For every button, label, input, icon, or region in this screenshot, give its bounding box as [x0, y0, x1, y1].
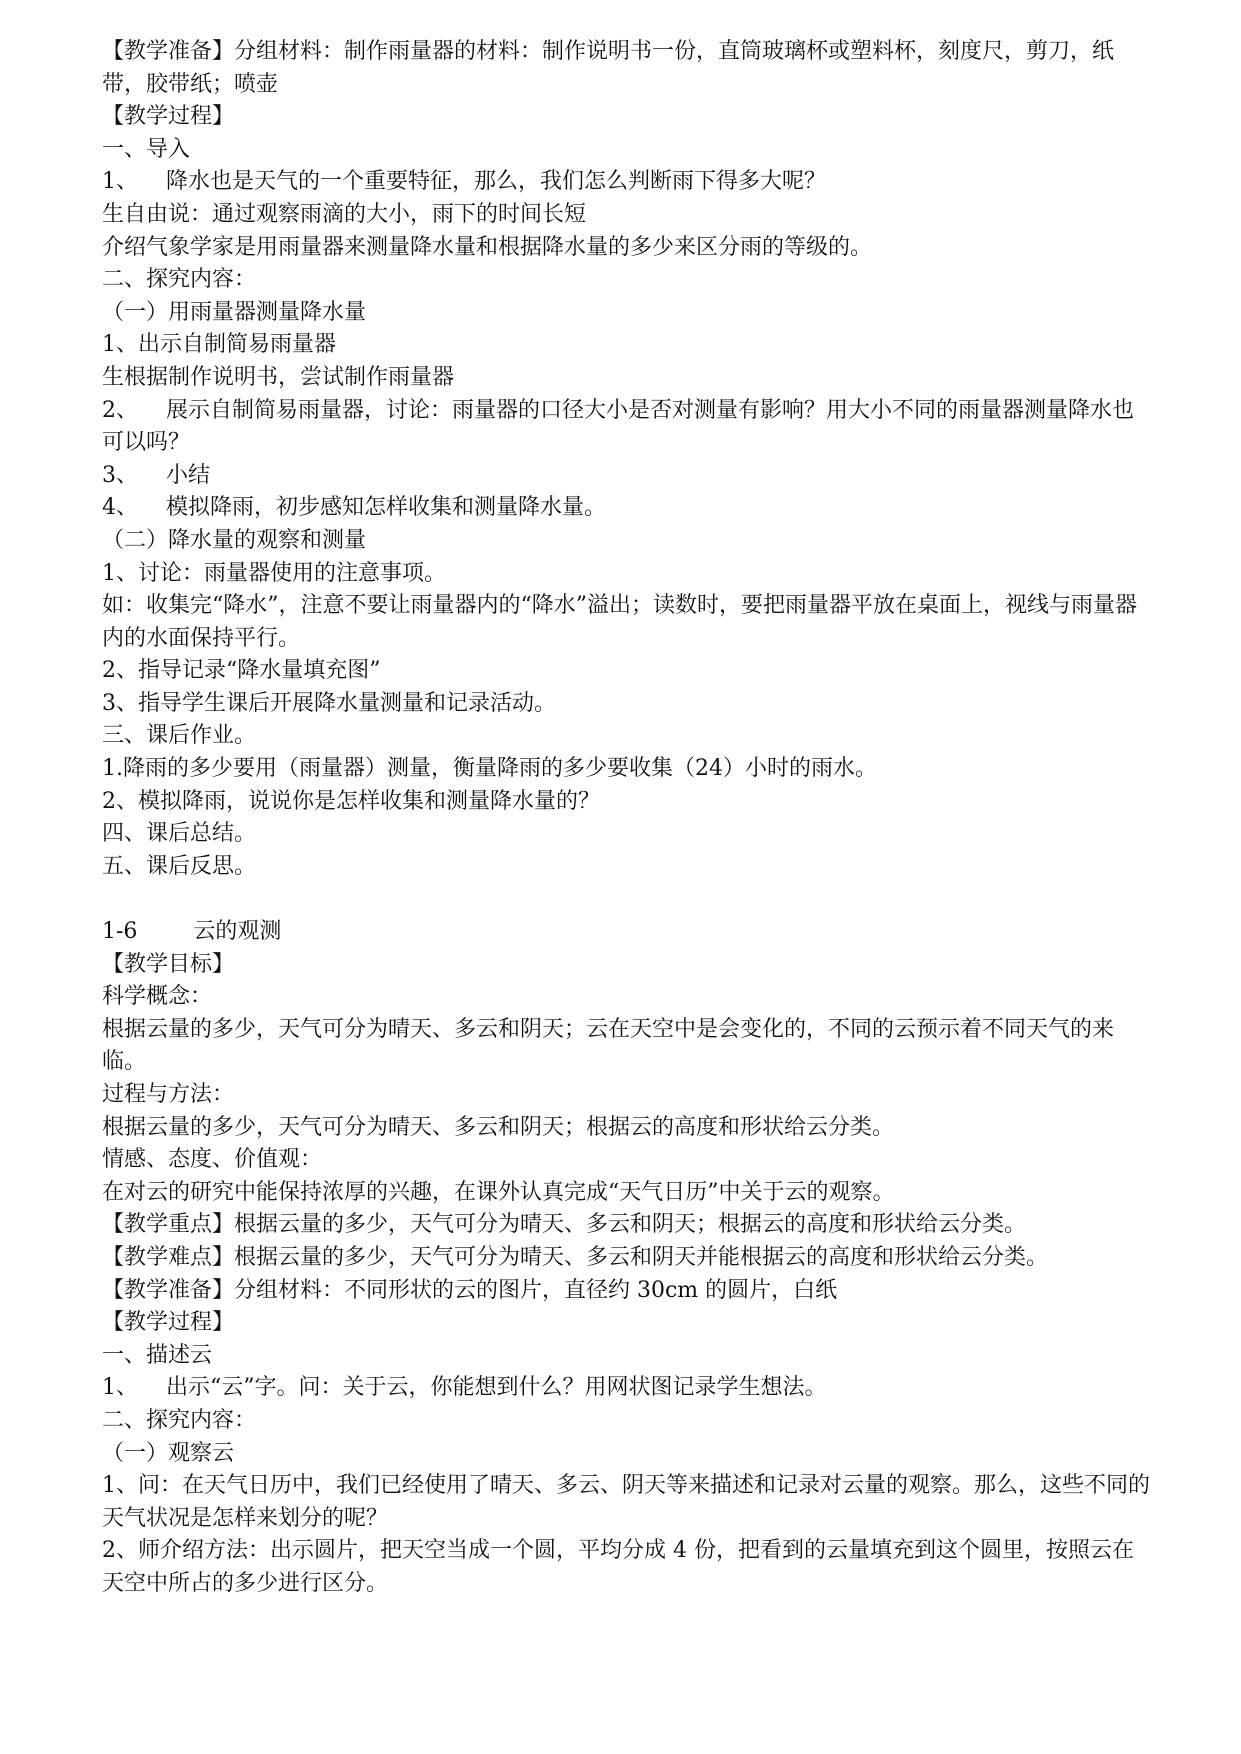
- concept-label: 科学概念：: [102, 984, 213, 1010]
- step-item: 2、 展示自制简易雨量器，讨论：雨量器的口径大小是否对测量有影响？用大小不同的雨量器测量降水也可以吗？: [102, 397, 1134, 456]
- teaching-goals-heading: 【教学目标】: [102, 951, 235, 977]
- intro-heading: 一、导入: [102, 136, 191, 162]
- teaching-preparation: 【教学准备】分组材料：制作雨量器的材料：制作说明书一份，直筒玻璃杯或塑料杯，刻度尺，剪刀，纸带，胶带纸；喷壶: [102, 39, 1115, 97]
- describe-heading: 一、描述云: [102, 1342, 213, 1368]
- homework-item: 1.降雨的多少要用（雨量器）测量，衡量降雨的多少要收集（24）小时的雨水。: [102, 756, 877, 782]
- homework-heading: 三、课后作业。: [102, 723, 257, 749]
- document-page: [102, 36, 1152, 1601]
- part-heading: （一）观察云: [102, 1440, 235, 1466]
- step-item: 3、 小结: [102, 462, 210, 488]
- step-item: 4、 模拟降雨，初步感知怎样收集和测量降水量。: [102, 495, 606, 521]
- step-example: 如：收集完“降水”，注意不要让雨量器内的“降水”溢出；读数时，要把雨量器平放在桌面上，视线与雨量器内的水面保持平行。: [102, 593, 1137, 651]
- step-note: 生根据制作说明书，尝试制作雨量器: [102, 364, 455, 390]
- concept-text: 根据云量的多少，天气可分为晴天、多云和阴天；云在天空中是会变化的，不同的云预示着不同天气的来临。: [102, 1016, 1115, 1075]
- method-label: 过程与方法：: [102, 1082, 235, 1107]
- step-item: 3、指导学生课后开展降水量测量和记录活动。: [102, 690, 556, 716]
- summary-heading: 四、课后总结。: [102, 821, 257, 847]
- attitude-label: 情感、态度、价值观：: [102, 1147, 323, 1173]
- part-heading: （一）用雨量器测量降水量: [102, 299, 367, 325]
- step-item: 1、问：在天气日历中，我们已经使用了晴天、多云、阴天等来描述和记录对云量的观察。那么，这些不同的天气状况是怎样来划分的呢？: [102, 1473, 1151, 1531]
- step-item: 2、指导记录“降水量填充图”: [102, 658, 381, 684]
- lesson-title: 1-6 云的观测: [102, 919, 282, 945]
- describe-question: 1、 出示“云”字。问：关于云，你能想到什么？用网状图记录学生想法。: [102, 1375, 827, 1401]
- difficulty: 【教学难点】根据云量的多少，天气可分为晴天、多云和阴天并能根据云的高度和形状给云分类。: [102, 1244, 1049, 1270]
- intro-answer: 生自由说：通过观察雨滴的大小，雨下的时间长短: [102, 201, 587, 227]
- part-heading: （二）降水量的观察和测量: [102, 527, 367, 553]
- key-point: 【教学重点】根据云量的多少，天气可分为晴天、多云和阴天；根据云的高度和形状给云分类。: [102, 1212, 1027, 1238]
- homework-item: 2、模拟降雨，说说你是怎样收集和测量降水量的？: [102, 788, 600, 814]
- intro-question: 1、 降水也是天气的一个重要特征，那么，我们怎么判断雨下得多大呢？: [102, 169, 826, 195]
- teaching-process-heading: 【教学过程】: [102, 104, 235, 130]
- attitude-text: 在对云的研究中能保持浓厚的兴趣，在课外认真完成“天气日历”中关于云的观察。: [102, 1179, 895, 1205]
- intro-note: 介绍气象学家是用雨量器来测量降水量和根据降水量的多少来区分雨的等级的。: [102, 234, 873, 260]
- reflection-heading: 五、课后反思。: [102, 853, 257, 879]
- explore-heading: 二、探究内容：: [102, 267, 257, 293]
- step-item: 1、出示自制简易雨量器: [102, 332, 336, 358]
- step-item: 1、讨论：雨量器使用的注意事项。: [102, 560, 446, 586]
- step-item: 2、师介绍方法：出示圆片，把天空当成一个圆，平均分成 4 份，把看到的云量填充到这个圆里，按照云在天空中所占的多少进行区分。: [102, 1538, 1134, 1596]
- blank-line: [102, 883, 1152, 916]
- explore-heading: 二、探究内容：: [102, 1407, 257, 1433]
- teaching-process-heading: 【教学过程】: [102, 1310, 235, 1336]
- teaching-preparation: 【教学准备】分组材料：不同形状的云的图片，直径约 30cm 的圆片，白纸: [102, 1277, 838, 1303]
- method-text: 根据云量的多少，天气可分为晴天、多云和阴天；根据云的高度和形状给云分类。: [102, 1114, 895, 1140]
